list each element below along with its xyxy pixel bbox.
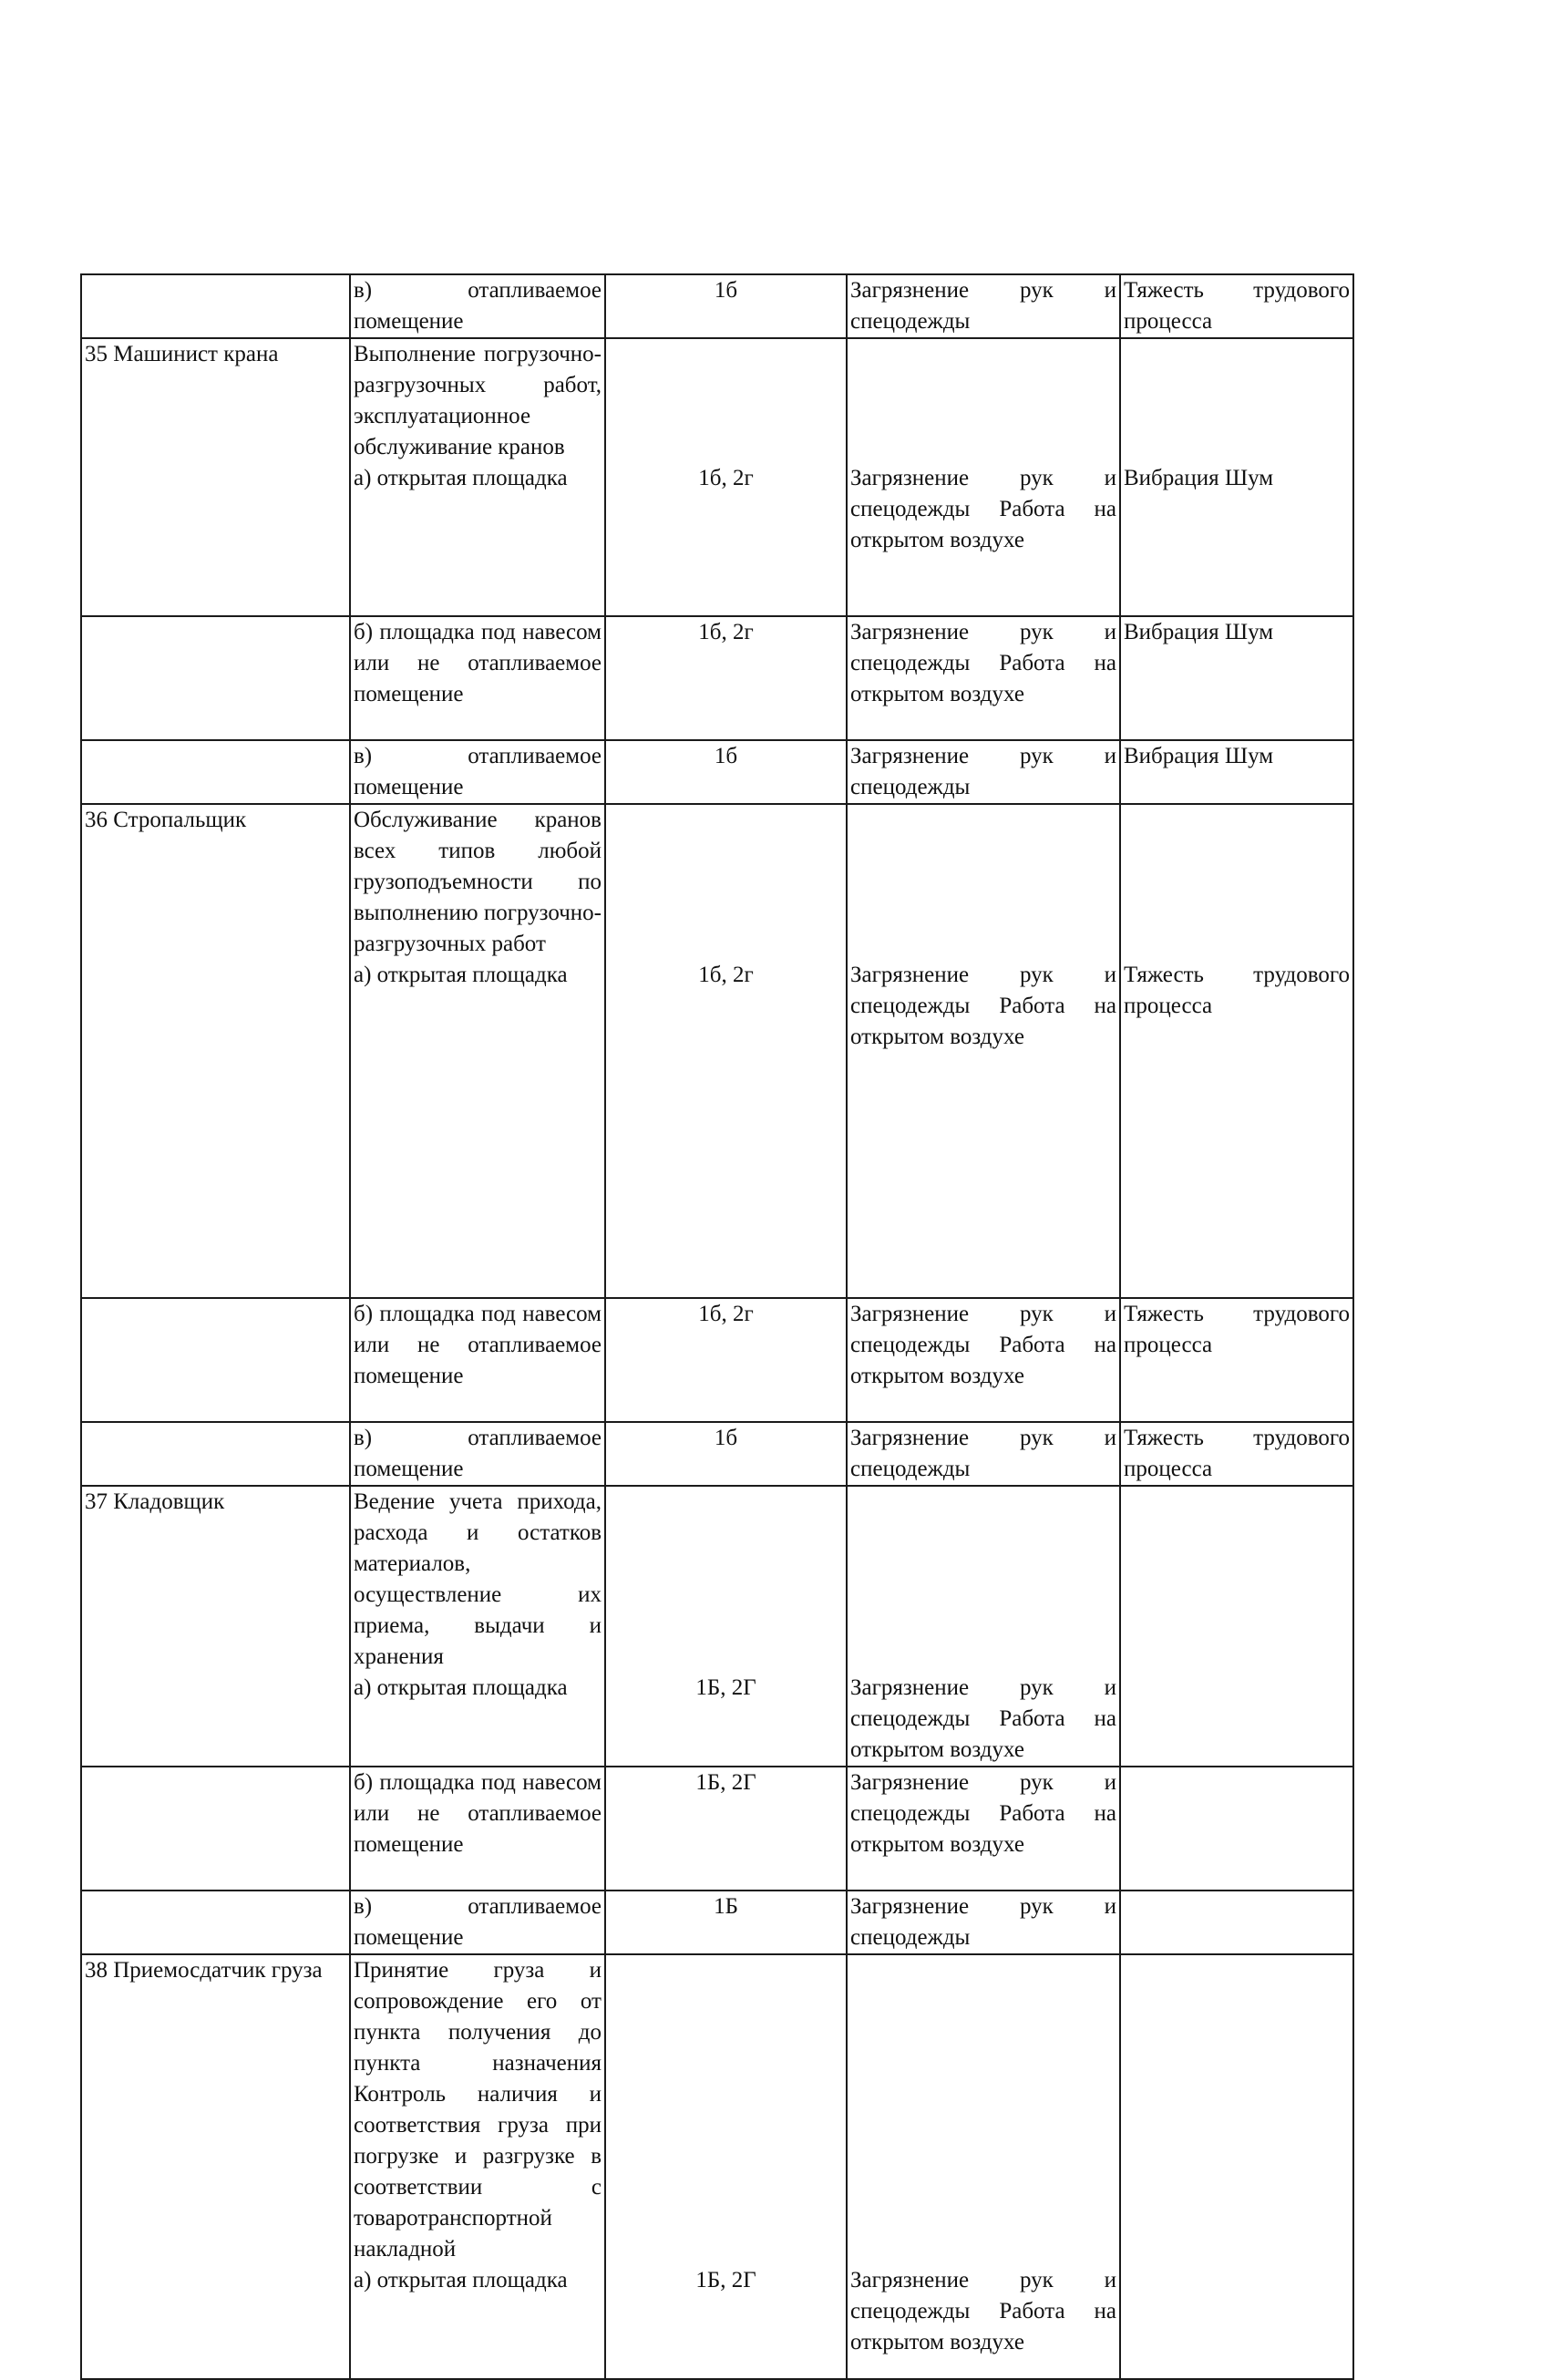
factors-text: Загрязнение рук и спецодежды Работа на открытом воздухе: [850, 1770, 1116, 1857]
factors-text: Загрязнение рук и спецодежды: [850, 278, 1116, 334]
work-cell: [350, 1486, 605, 1767]
table-row: [81, 1954, 1353, 2379]
hazard-text: Вибрация Шум: [1124, 744, 1274, 768]
profession-cell: 35 Машинист крана: [81, 338, 350, 616]
code-text: 1б: [714, 744, 738, 768]
code-text: 1б: [714, 1426, 738, 1450]
table-body: [81, 274, 1353, 2379]
hazard-text: Тяжесть трудового процесса: [1124, 1302, 1350, 1357]
work-condition: а) открытая площадка: [354, 1675, 568, 1700]
table-row: [81, 1298, 1353, 1422]
work-condition: в) отапливаемое помещение: [354, 278, 602, 334]
profession-cell: 38 Приемосдатчик груза: [81, 1954, 350, 2379]
factors-cell: [847, 1422, 1120, 1486]
factors-cell: [847, 1891, 1120, 1954]
code-text: 1б, 2г: [698, 466, 754, 490]
code-text: 1б, 2г: [698, 963, 754, 987]
work-cell: [350, 1298, 605, 1422]
profession-cell: 36 Стропальщик: [81, 804, 350, 1298]
work-cell: [350, 740, 605, 804]
hazard-cell: [1120, 616, 1353, 740]
work-cell: [350, 616, 605, 740]
code-cell: [605, 338, 847, 616]
factors-text: Загрязнение рук и спецодежды Работа на открытом воздухе: [850, 620, 1116, 706]
code-cell: [605, 804, 847, 1298]
work-description: Принятие груза и сопровождение его от пункта получения до пункта назначения Контроль наличия и соответствия груза при погрузке и разгрузке в соответствии с товаротранспортной накладной: [354, 1958, 602, 2262]
profession-cell: [81, 616, 350, 740]
hazard-text: Тяжесть трудового процесса: [1124, 278, 1350, 334]
factors-text: Загрязнение рук и спецодежды Работа на открытом воздухе: [850, 466, 1116, 552]
code-cell: [605, 1298, 847, 1422]
code-cell: [605, 274, 847, 338]
hazard-text: Вибрация Шум: [1124, 620, 1274, 644]
hazard-cell: [1120, 1486, 1353, 1767]
table-row: [81, 1891, 1353, 1954]
work-condition: а) открытая площадка: [354, 466, 568, 490]
work-cell: [350, 1767, 605, 1891]
table-row: [81, 616, 1353, 740]
work-cell: [350, 804, 605, 1298]
table-row: [81, 740, 1353, 804]
factors-text: Загрязнение рук и спецодежды Работа на открытом воздухе: [850, 2268, 1116, 2354]
table-row: [81, 1486, 1353, 1767]
work-condition: а) открытая площадка: [354, 963, 568, 987]
code-text: 1Б, 2Г: [695, 1675, 756, 1700]
hazard-cell: [1120, 1954, 1353, 2379]
work-condition: а) открытая площадка: [354, 2268, 568, 2292]
factors-cell: [847, 804, 1120, 1298]
hazard-cell: [1120, 740, 1353, 804]
work-condition: б) площадка под навесом или не отапливаемое помещение: [354, 620, 602, 706]
factors-text: Загрязнение рук и спецодежды: [850, 744, 1116, 799]
code-cell: [605, 616, 847, 740]
hazard-text: Вибрация Шум: [1124, 466, 1274, 490]
profession-cell: [81, 1298, 350, 1422]
code-text: 1б, 2г: [698, 620, 754, 644]
work-condition: в) отапливаемое помещение: [354, 1894, 602, 1950]
table-row: [81, 274, 1353, 338]
document-table: [80, 273, 1354, 2380]
hazard-text: Тяжесть трудового процесса: [1124, 963, 1350, 1018]
hazard-cell: [1120, 804, 1353, 1298]
profession-cell: [81, 740, 350, 804]
factors-text: Загрязнение рук и спецодежды Работа на открытом воздухе: [850, 963, 1116, 1049]
profession-cell: [81, 1891, 350, 1954]
code-cell: [605, 1954, 847, 2379]
table-row: [81, 804, 1353, 1298]
code-text: 1Б: [714, 1894, 738, 1919]
table-row: [81, 1767, 1353, 1891]
code-cell: [605, 1767, 847, 1891]
work-condition: б) площадка под навесом или не отапливаемое помещение: [354, 1302, 602, 1388]
work-cell: [350, 274, 605, 338]
factors-text: Загрязнение рук и спецодежды Работа на открытом воздухе: [850, 1675, 1116, 1762]
factors-cell: [847, 1298, 1120, 1422]
table-row: [81, 338, 1353, 616]
code-cell: [605, 1891, 847, 1954]
work-description: Выполнение погрузочно-разгрузочных работ, эксплуатационное обслуживание кранов: [354, 342, 602, 459]
profession-cell: 37 Кладовщик: [81, 1486, 350, 1767]
profession-cell: [81, 1422, 350, 1486]
code-text: 1б: [714, 278, 738, 303]
hazard-cell: [1120, 1422, 1353, 1486]
code-cell: [605, 740, 847, 804]
hazard-cell: [1120, 1891, 1353, 1954]
hazard-cell: [1120, 274, 1353, 338]
work-description: Ведение учета прихода, расхода и остатков материалов, осуществление их приема, выдачи и хранения: [354, 1489, 602, 1669]
hazard-text: Тяжесть трудового процесса: [1124, 1426, 1350, 1481]
hazard-cell: [1120, 1298, 1353, 1422]
factors-cell: [847, 1767, 1120, 1891]
factors-cell: [847, 338, 1120, 616]
profession-cell: [81, 274, 350, 338]
factors-cell: [847, 1954, 1120, 2379]
profession-cell: [81, 1767, 350, 1891]
code-cell: [605, 1486, 847, 1767]
code-text: 1Б, 2Г: [695, 2268, 756, 2292]
factors-text: Загрязнение рук и спецодежды: [850, 1894, 1116, 1950]
work-condition: в) отапливаемое помещение: [354, 744, 602, 799]
hazard-cell: [1120, 338, 1353, 616]
factors-text: Загрязнение рук и спецодежды: [850, 1426, 1116, 1481]
code-cell: [605, 1422, 847, 1486]
table-row: [81, 1422, 1353, 1486]
code-text: 1Б, 2Г: [695, 1770, 756, 1795]
code-text: 1б, 2г: [698, 1302, 754, 1326]
work-condition: б) площадка под навесом или не отапливаемое помещение: [354, 1770, 602, 1857]
factors-cell: [847, 1486, 1120, 1767]
factors-text: Загрязнение рук и спецодежды Работа на открытом воздухе: [850, 1302, 1116, 1388]
work-cell: [350, 1422, 605, 1486]
work-description: Обслуживание кранов всех типов любой грузоподъемности по выполнению погрузочно-разгрузочных работ: [354, 808, 602, 956]
work-cell: [350, 338, 605, 616]
factors-cell: [847, 616, 1120, 740]
work-condition: в) отапливаемое помещение: [354, 1426, 602, 1481]
work-cell: [350, 1954, 605, 2379]
factors-cell: [847, 740, 1120, 804]
work-cell: [350, 1891, 605, 1954]
factors-cell: [847, 274, 1120, 338]
hazard-cell: [1120, 1767, 1353, 1891]
